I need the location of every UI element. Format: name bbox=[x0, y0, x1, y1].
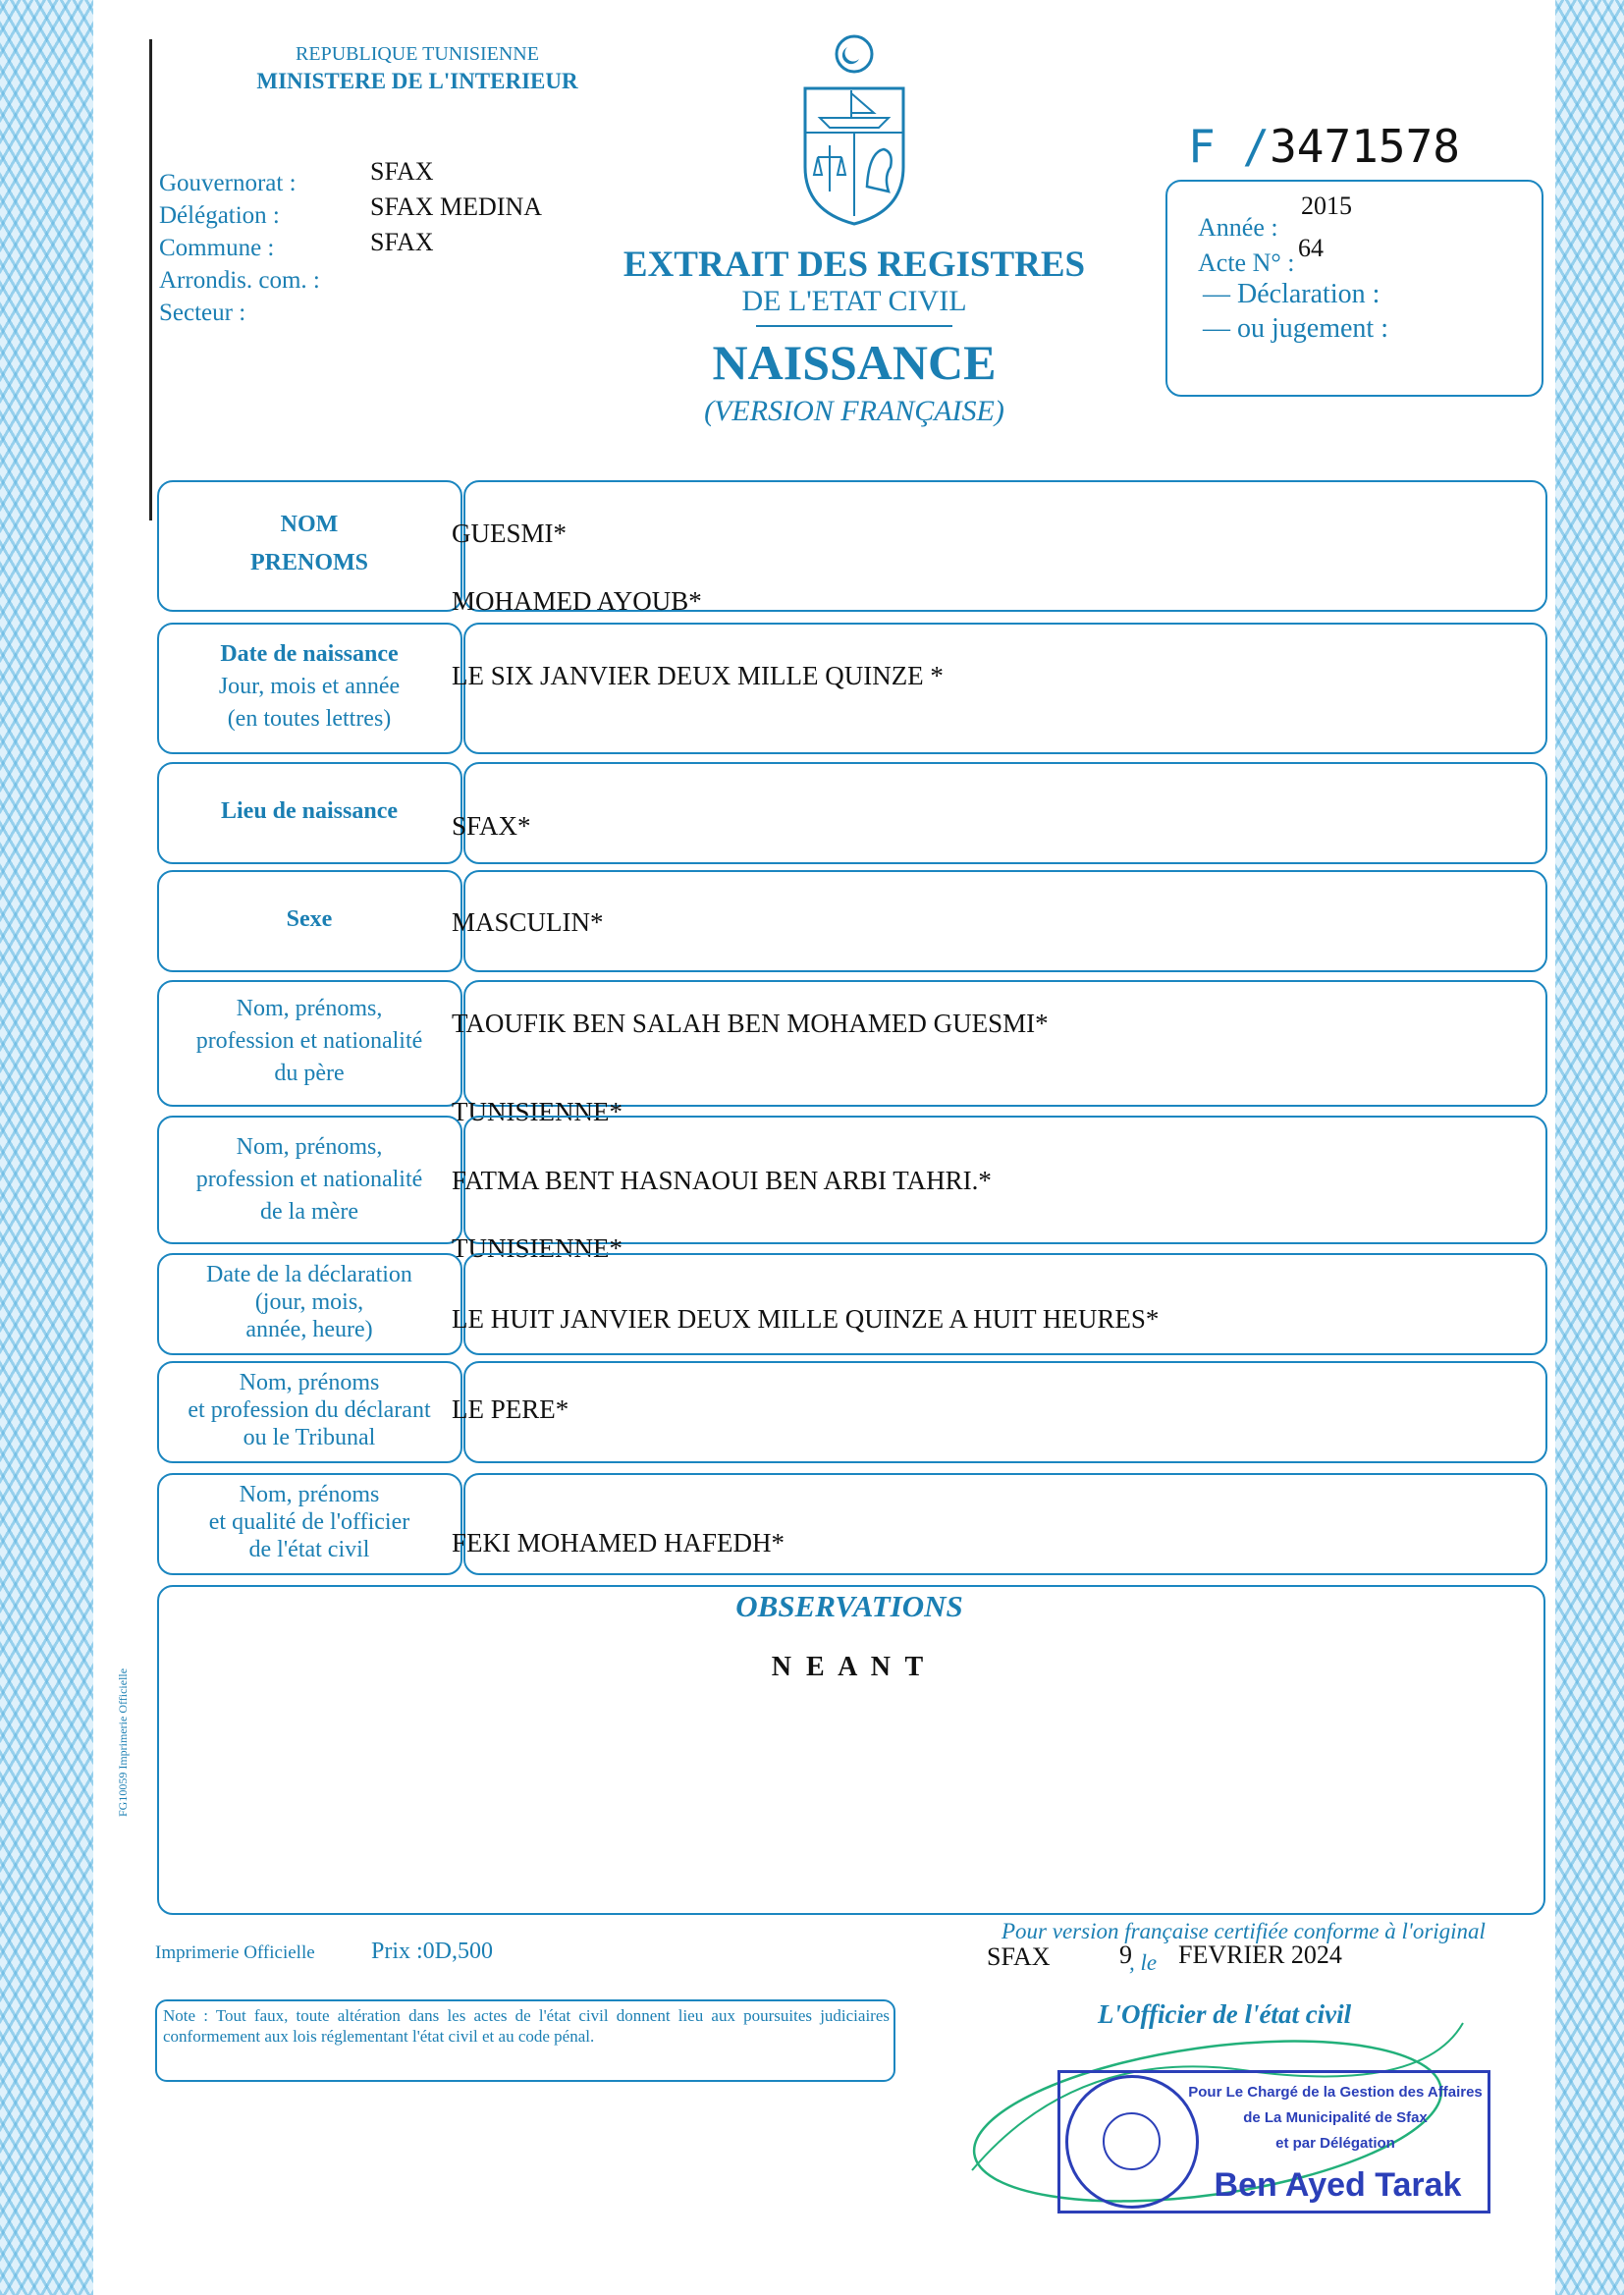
pere-value-box bbox=[463, 980, 1547, 1107]
side-print-code: FG10059 Imprimerie Officielle bbox=[116, 1667, 130, 1817]
lieu-value: SFAX* bbox=[452, 811, 531, 841]
republic-label: REPUBLIQUE TUNISIENNE bbox=[296, 43, 539, 65]
commune-label: Commune : bbox=[159, 235, 275, 261]
acte-value: 64 bbox=[1298, 234, 1324, 262]
stamp-line-3: et par Délégation bbox=[1275, 2135, 1395, 2152]
admin-labels bbox=[159, 167, 320, 329]
declaration-label: — Déclaration : bbox=[1203, 279, 1380, 309]
stamp-name: Ben Ayed Tarak bbox=[1214, 2166, 1462, 2204]
admin-values bbox=[370, 154, 542, 260]
declarant-label-1: Nom, prénoms bbox=[239, 1370, 380, 1395]
footer-city: SFAX bbox=[987, 1942, 1051, 1971]
printer-label: Imprimerie Officielle bbox=[155, 1942, 315, 1963]
footer-month-year: FEVRIER 2024 bbox=[1178, 1940, 1342, 1969]
lieu-value-box bbox=[463, 762, 1547, 864]
officier-value: FEKI MOHAMED HAFEDH* bbox=[452, 1528, 785, 1557]
gouvernorat-value: SFAX bbox=[370, 157, 434, 186]
certified-label: Pour version française certifiée conforme à l'original bbox=[1001, 1919, 1486, 1943]
annee-value: 2015 bbox=[1301, 191, 1352, 220]
footer-day: 9 bbox=[1119, 1940, 1132, 1969]
pere-value: TAOUFIK BEN SALAH BEN MOHAMED GUESMI* bbox=[452, 1009, 1049, 1038]
pere-nationalite: TUNISIENNE* bbox=[452, 1097, 623, 1126]
mere-value: FATMA BENT HASNAOUI BEN ARBI TAHRI.* bbox=[452, 1166, 992, 1195]
delegation-label: Délégation : bbox=[159, 202, 280, 229]
coat-of-arms-icon bbox=[790, 29, 918, 226]
commune-value: SFAX bbox=[370, 228, 434, 256]
annee-label: Année : bbox=[1198, 213, 1278, 242]
declaration-date-label-3: année, heure) bbox=[245, 1317, 373, 1342]
observations-title: OBSERVATIONS bbox=[735, 1589, 963, 1623]
date-naissance-sublabel: Jour, mois et année bbox=[218, 674, 401, 699]
mere-nationalite: TUNISIENNE* bbox=[452, 1233, 623, 1263]
gouvernorat-label: Gouvernorat : bbox=[159, 170, 297, 196]
ministry-label: MINISTERE DE L'INTERIEUR bbox=[256, 69, 578, 93]
officier-value-box bbox=[463, 1473, 1547, 1575]
prenoms-label: PRENOMS bbox=[250, 550, 368, 575]
stamp-text bbox=[1183, 2080, 1488, 2157]
observations-value: N E A N T bbox=[771, 1652, 928, 1682]
acte-label: Acte N° : bbox=[1198, 248, 1295, 277]
serial-prefix: F / bbox=[1188, 120, 1271, 173]
document-title: EXTRAIT DES REGISTRES bbox=[623, 245, 1086, 285]
delegation-value: SFAX MEDINA bbox=[370, 192, 543, 221]
price-label: Prix :0D,500 bbox=[371, 1939, 494, 1964]
stamp-seal-icon bbox=[1065, 2075, 1199, 2209]
left-security-border bbox=[0, 0, 93, 2295]
right-security-border bbox=[1555, 0, 1624, 2295]
serial-value: 3471578 bbox=[1270, 120, 1460, 173]
lieu-label: Lieu de naissance bbox=[220, 798, 399, 824]
pere-label-2: profession et nationalité bbox=[195, 1028, 423, 1054]
nom-value: GUESMI* bbox=[452, 519, 568, 548]
binding-line bbox=[149, 39, 152, 520]
mere-label-2: profession et nationalité bbox=[195, 1167, 423, 1192]
footer-le: , le bbox=[1129, 1950, 1158, 1975]
mere-label-1: Nom, prénoms, bbox=[236, 1134, 383, 1160]
legal-note: Note : Tout faux, toute altération dans les actes de l'état civil donnent lieu aux poursuites judiciaires conformement aux lois réglementant l'état civil et au code pénal. bbox=[163, 2006, 890, 2046]
declaration-date-value: LE HUIT JANVIER DEUX MILLE QUINZE A HUIT HEURES* bbox=[452, 1304, 1160, 1334]
title-divider bbox=[756, 325, 952, 327]
declarant-value: LE PERE* bbox=[452, 1394, 569, 1424]
date-naissance-value: LE SIX JANVIER DEUX MILLE QUINZE * bbox=[452, 661, 944, 690]
nom-label: NOM bbox=[280, 512, 339, 537]
sexe-value-box bbox=[463, 870, 1547, 972]
secteur-label: Secteur : bbox=[159, 300, 246, 326]
stamp-line-1: Pour Le Chargé de la Gestion des Affaires bbox=[1188, 2084, 1483, 2101]
declarant-label-3: ou le Tribunal bbox=[243, 1425, 376, 1450]
observations-box bbox=[157, 1585, 1545, 1915]
mere-label-3: de la mère bbox=[260, 1199, 358, 1225]
date-naissance-label: Date de naissance bbox=[220, 641, 399, 667]
officier-label-2: et qualité de l'officier bbox=[208, 1509, 410, 1535]
date-naissance-sublabel2: (en toutes lettres) bbox=[227, 706, 392, 732]
sexe-value: MASCULIN* bbox=[452, 907, 604, 937]
pere-label-3: du père bbox=[274, 1061, 345, 1086]
sexe-label: Sexe bbox=[286, 906, 333, 932]
document-subtitle: DE L'ETAT CIVIL bbox=[741, 285, 967, 317]
serial-number bbox=[1188, 120, 1460, 173]
declaration-date-label-2: (jour, mois, bbox=[254, 1289, 364, 1315]
officier-label-1: Nom, prénoms bbox=[239, 1482, 380, 1507]
document-type: NAISSANCE bbox=[712, 335, 997, 390]
nom-label-box bbox=[157, 480, 462, 612]
officier-label-3: de l'état civil bbox=[248, 1537, 370, 1562]
stamp-line-2: de La Municipalité de Sfax bbox=[1243, 2109, 1428, 2126]
declarant-value-box bbox=[463, 1361, 1547, 1463]
pere-label-1: Nom, prénoms, bbox=[236, 996, 383, 1021]
jugement-label: — ou jugement : bbox=[1203, 313, 1388, 344]
arrondissement-label: Arrondis. com. : bbox=[159, 267, 320, 294]
officer-title: L'Officier de l'état civil bbox=[1098, 1999, 1352, 2029]
declarant-label-2: et profession du déclarant bbox=[188, 1397, 431, 1423]
prenoms-value: MOHAMED AYOUB* bbox=[452, 586, 702, 616]
declaration-date-label-1: Date de la déclaration bbox=[206, 1262, 412, 1287]
version-label: (VERSION FRANÇAISE) bbox=[704, 395, 1004, 427]
